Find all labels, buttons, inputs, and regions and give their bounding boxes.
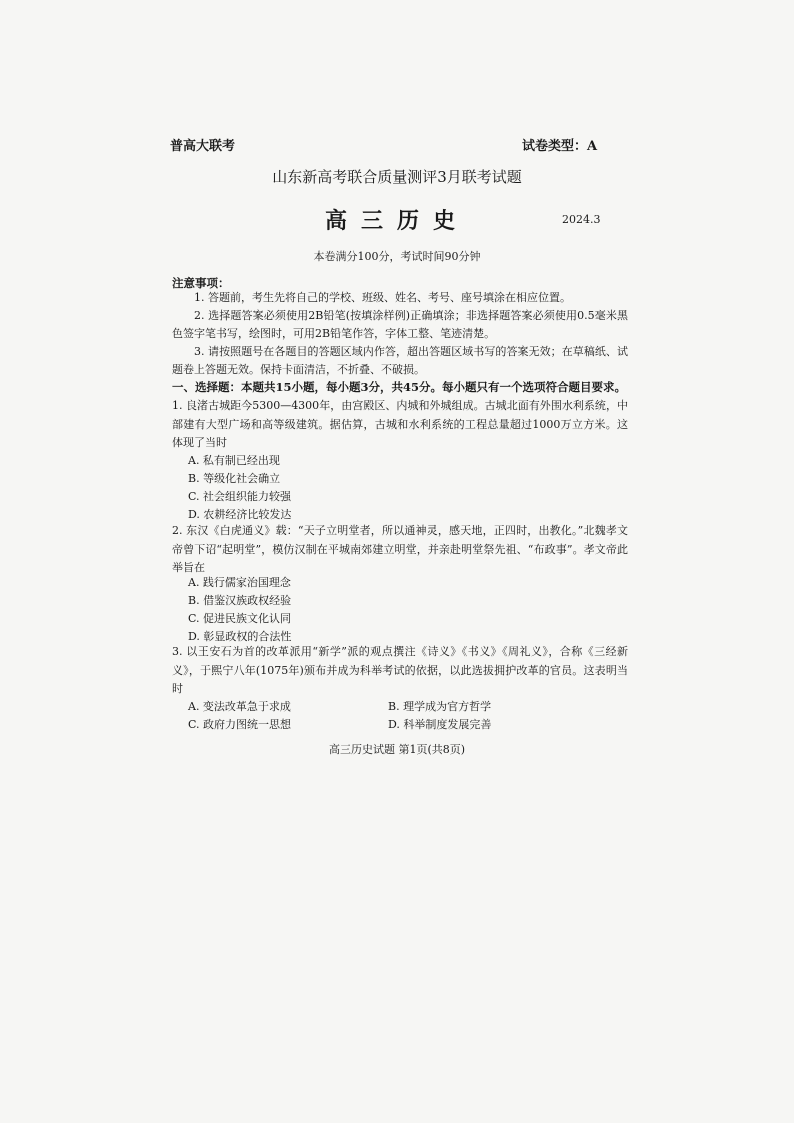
section-heading: 一、选择题：本题共15小题，每小题3分，共45分。每小题只有一个选项符合题目要求。 [172, 380, 627, 394]
question-3-stem: 3. 以王安石为首的改革派用“新学”派的观点撰注《诗义》《书义》《周礼义》，合称《三经新义》，于熙宁八年(1075年)颁布并成为科举考试的依据，以此选拔拥护改革的官员。这表明当时 [172, 645, 628, 695]
question-2-option-d: D. 彰显政权的合法性 [188, 630, 292, 643]
notice-item-1: 1. 答题前，考生先将自己的学校、班级、姓名、考号、座号填涂在相应位置。 [194, 291, 571, 304]
question-3-option-b: B. 理学成为官方哲学 [388, 700, 492, 713]
question-2-stem: 2. 东汉《白虎通义》载：“天子立明堂者，所以通神灵，感天地，正四时，出教化。”北魏孝文帝曾下诏“起明堂”，模仿汉制在平城南郊建立明堂，并亲赴明堂祭先祖、“布政事”。孝文帝此举旨在 [172, 524, 628, 574]
question-1-stem: 1. 良渚古城距今5300—4300年，由宫殿区、内城和外城组成。古城北面有外围水利系统，中部建有大型广场和高等级建筑。据估算，古城和水利系统的工程总量超过1000万立方米。这体现了当时 [172, 399, 628, 449]
question-1-option-a: A. 私有制已经出现 [188, 454, 280, 467]
subject-title: 高三历史 [324, 208, 469, 234]
question-2-option-c: C. 促进民族文化认同 [188, 612, 292, 625]
question-3-option-d: D. 科举制度发展完善 [388, 718, 492, 731]
question-1-option-d: D. 农耕经济比较发达 [188, 508, 292, 521]
exam-date: 2024.3 [562, 213, 601, 226]
notice-title: 注意事项： [172, 276, 230, 290]
question-1-option-b: B. 等级化社会确立 [188, 472, 281, 485]
notice-item-2: 2. 选择题答案必须使用2B铅笔(按填涂样例)正确填涂；非选择题答案必须使用0.5毫米黑色签字笔书写，绘图时，可用2B铅笔作答，字体工整、笔迹清楚。 [172, 309, 628, 340]
question-3-option-a: A. 变法改革急于求成 [188, 700, 291, 713]
page-footer: 高三历史试题 第1页(共8页) [328, 743, 466, 756]
exam-meta: 本卷满分100分，考试时间90分钟 [313, 250, 481, 263]
header-left-label: 普高大联考 [170, 139, 236, 154]
question-1-option-c: C. 社会组织能力较强 [188, 490, 292, 503]
question-2-option-b: B. 借鉴汉族政权经验 [188, 594, 292, 607]
exam-title: 山东新高考联合质量测评3月联考试题 [272, 168, 522, 186]
question-2-option-a: A. 践行儒家治国理念 [188, 576, 291, 589]
paper-type-label: 试卷类型：A [522, 139, 598, 154]
question-3-option-c: C. 政府力图统一思想 [188, 718, 292, 731]
notice-item-3: 3. 请按照题号在各题目的答题区域内作答，超出答题区域书写的答案无效；在草稿纸、试题卷上答题无效。保持卡面清洁，不折叠、不破损。 [172, 345, 628, 376]
